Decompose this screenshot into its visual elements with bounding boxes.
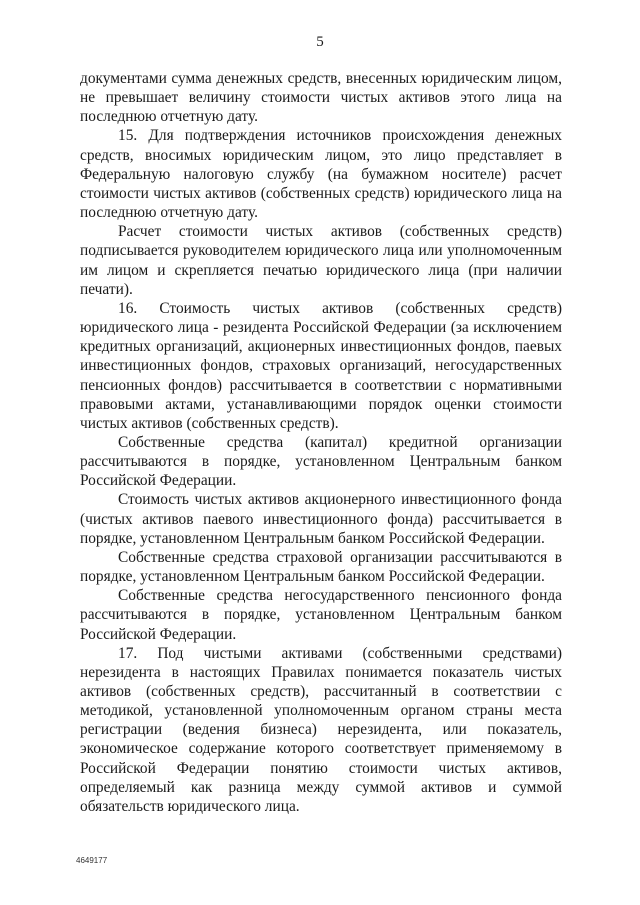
document-code: 4649177 bbox=[76, 856, 108, 865]
paragraph-continuation: документами сумма денежных средств, внесенных юридическим лицом, не превышает величину стоимости чистых активов этого лица на последнюю отчетную дату. bbox=[80, 70, 562, 126]
document-body bbox=[80, 69, 562, 816]
paragraph-16: 16. Стоимость чистых активов (собственных средств) юридического лица - резидента Российской Федерации (за исключением кредитных организаций, акционерных инвестиционных фондов, паевых инвестиционных фондов, страховых организаций, негосударственных пенсионных фондов) рассчитывается в соответствии с нормативными правовыми актами, устанавливающими порядок оценки стоимости чистых активов (собственных средств). bbox=[80, 299, 562, 432]
paragraph-pension-fund: Собственные средства негосударственного пенсионного фонда рассчитываются в порядке, установленном Центральным банком Российской Федерации. bbox=[80, 587, 562, 643]
paragraph-17: 17. Под чистыми активами (собственными средствами) нерезидента в настоящих Правилах понимается показатель чистых активов (собственных средств), рассчитанный в соответствии с методикой, установленной уполномоченным органом страны места регистрации (ведения бизнеса) нерезидента, или показатель, экономическое содержание которого соответствует применяемому в Российской Федерации понятию стоимости чистых активов, определяемый как разница между суммой активов и суммой обязательств юридического лица. bbox=[80, 644, 562, 815]
paragraph-15: 15. Для подтверждения источников происхождения денежных средств, вносимых юридическим лицом, это лицо представляет в Федеральную налоговую службу (на бумажном носителе) расчет стоимости чистых активов (собственных средств) юридического лица на последнюю отчетную дату. bbox=[80, 127, 562, 222]
paragraph-net-assets-calculation: Расчет стоимости чистых активов (собственных средств) подписывается руководителем юридического лица или уполномоченным им лицом и скрепляется печатью юридического лица (при наличии печати). bbox=[80, 223, 562, 298]
paragraph-insurance-organization: Собственные средства страховой организации рассчитываются в порядке, установленном Центральным банком Российской Федерации. bbox=[80, 548, 562, 586]
paragraph-investment-fund: Стоимость чистых активов акционерного инвестиционного фонда (чистых активов паевого инвестиционного фонда) рассчитывается в порядке, установленном Центральным банком Российской Федерации. bbox=[80, 491, 562, 547]
page-number: 5 bbox=[316, 34, 324, 50]
paragraph-credit-organization: Собственные средства (капитал) кредитной организации рассчитываются в порядке, установленном Центральным банком Российской Федерации. bbox=[80, 433, 562, 490]
